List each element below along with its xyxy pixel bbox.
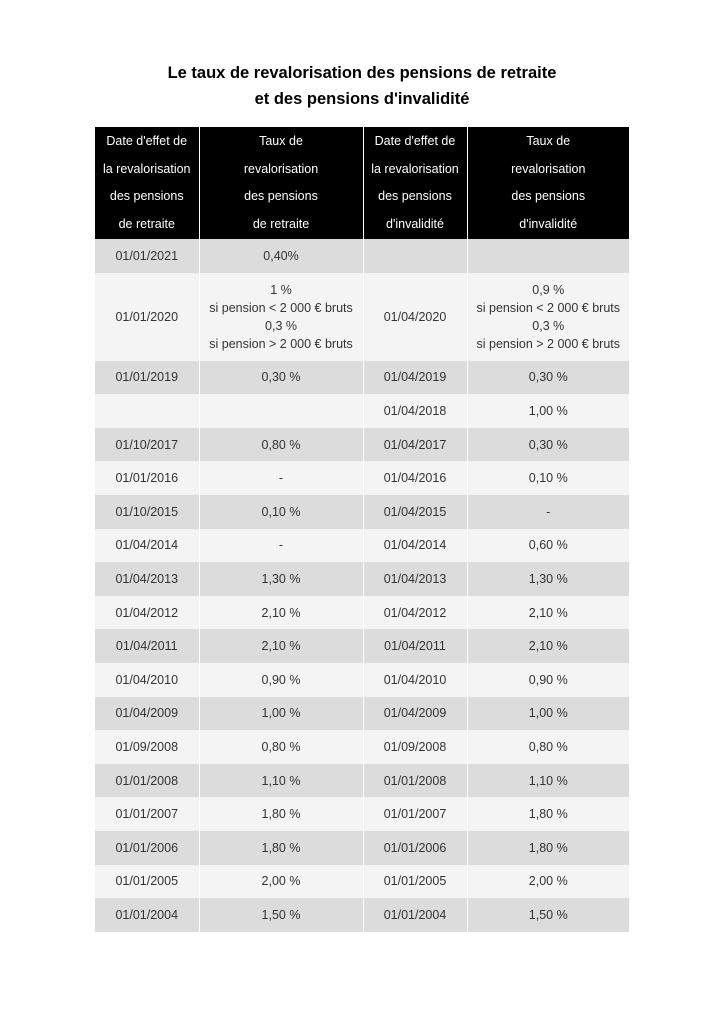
table-row	[95, 596, 629, 630]
header-text: revalorisation	[243, 161, 319, 176]
cell-date-invalidite: 01/04/2020	[363, 273, 467, 361]
revalorisation-table	[95, 127, 629, 932]
cell-taux-invalidite	[467, 239, 629, 273]
rate-condition: si pension < 2 000 € bruts	[209, 300, 353, 315]
cell-date-retraite	[95, 394, 199, 428]
cell-date-retraite: 01/01/2005	[95, 865, 199, 899]
cell-taux-invalidite: -	[467, 495, 629, 529]
header-text: de retraite	[252, 216, 310, 231]
table-row	[95, 764, 629, 798]
cell-date-invalidite: 01/04/2017	[363, 428, 467, 462]
cell-date-retraite: 01/04/2014	[95, 529, 199, 563]
cell-taux-retraite: 0,10 %	[199, 495, 363, 529]
cell-taux-invalidite: 0,60 %	[467, 529, 629, 563]
cell-taux-retraite: 2,00 %	[199, 865, 363, 899]
cell-date-retraite: 01/01/2019	[95, 361, 199, 395]
table-row	[95, 797, 629, 831]
cell-date-retraite: 01/01/2006	[95, 831, 199, 865]
cell-taux-invalidite: 1,30 %	[467, 562, 629, 596]
table-row	[95, 529, 629, 563]
cell-taux-invalidite: 2,00 %	[467, 865, 629, 899]
cell-taux-retraite: 0,80 %	[199, 428, 363, 462]
cell-taux-retraite: 2,10 %	[199, 629, 363, 663]
cell-date-retraite: 01/04/2009	[95, 697, 199, 731]
cell-date-retraite: 01/01/2020	[95, 273, 199, 361]
cell-date-invalidite: 01/04/2009	[363, 697, 467, 731]
cell-date-retraite: 01/04/2013	[95, 562, 199, 596]
cell-taux-retraite: 0,40%	[199, 239, 363, 273]
rate-line: 0,3 %	[265, 318, 297, 333]
cell-taux-retraite: 0,30 %	[199, 361, 363, 395]
table-row-2020	[95, 273, 629, 361]
cell-date-invalidite	[363, 239, 467, 273]
cell-date-invalidite: 01/01/2007	[363, 797, 467, 831]
cell-taux-retraite	[199, 394, 363, 428]
table-row	[95, 562, 629, 596]
cell-taux-invalidite: 0,90 %	[467, 663, 629, 697]
table-row	[95, 730, 629, 764]
rate-line: 1 %	[270, 282, 292, 297]
header-text: des pensions	[109, 189, 184, 203]
header-text: Taux de	[526, 134, 571, 148]
cell-taux-invalidite: 0,30 %	[467, 361, 629, 395]
table-row	[95, 394, 629, 428]
header-text: Date d'effet de	[374, 134, 456, 148]
table-row	[95, 697, 629, 731]
cell-taux-invalidite: 2,10 %	[467, 629, 629, 663]
header-taux-retraite	[199, 127, 363, 239]
cell-taux-invalidite: 1,80 %	[467, 831, 629, 865]
cell-date-retraite: 01/10/2015	[95, 495, 199, 529]
header-text: revalorisation	[511, 161, 586, 176]
header-row	[95, 127, 629, 239]
header-text: des pensions	[378, 189, 452, 203]
table-row	[95, 428, 629, 462]
cell-date-retraite: 01/01/2016	[95, 461, 199, 495]
cell-date-retraite: 01/01/2008	[95, 764, 199, 798]
cell-taux-invalidite: 1,10 %	[467, 764, 629, 798]
cell-date-invalidite: 01/01/2008	[363, 764, 467, 798]
table-row	[95, 865, 629, 899]
header-text: Taux de	[259, 134, 303, 148]
header-text: d'invalidité	[386, 216, 444, 231]
table-row	[95, 361, 629, 395]
cell-taux-retraite-conditional	[199, 273, 363, 361]
rate-condition: si pension < 2 000 € bruts	[476, 300, 620, 315]
cell-date-retraite: 01/04/2010	[95, 663, 199, 697]
cell-date-invalidite: 01/01/2006	[363, 831, 467, 865]
rate-condition: si pension > 2 000 € bruts	[209, 336, 353, 351]
cell-taux-retraite: 2,10 %	[199, 596, 363, 630]
table-row	[95, 831, 629, 865]
table-row	[95, 898, 629, 932]
cell-date-retraite: 01/09/2008	[95, 730, 199, 764]
cell-date-invalidite: 01/01/2005	[363, 865, 467, 899]
cell-date-invalidite: 01/04/2011	[363, 629, 467, 663]
cell-taux-invalidite: 1,00 %	[467, 697, 629, 731]
cell-date-retraite: 01/01/2004	[95, 898, 199, 932]
cell-taux-invalidite: 2,10 %	[467, 596, 629, 630]
cell-taux-invalidite: 1,80 %	[467, 797, 629, 831]
header-text: la revalorisation	[371, 161, 459, 176]
cell-taux-retraite: 1,80 %	[199, 831, 363, 865]
cell-taux-retraite: 1,50 %	[199, 898, 363, 932]
cell-taux-invalidite-conditional	[467, 273, 629, 361]
cell-date-invalidite: 01/04/2018	[363, 394, 467, 428]
cell-date-invalidite: 01/01/2004	[363, 898, 467, 932]
cell-taux-invalidite: 0,30 %	[467, 428, 629, 462]
cell-taux-retraite: 0,90 %	[199, 663, 363, 697]
cell-date-invalidite: 01/04/2013	[363, 562, 467, 596]
cell-taux-retraite: 0,80 %	[199, 730, 363, 764]
cell-taux-invalidite: 1,50 %	[467, 898, 629, 932]
table-row	[95, 663, 629, 697]
page-title	[0, 60, 724, 112]
cell-taux-retraite: -	[199, 529, 363, 563]
rate-line: 0,9 %	[532, 282, 565, 297]
header-text: d'invalidité	[519, 216, 578, 231]
cell-date-invalidite: 01/04/2012	[363, 596, 467, 630]
cell-date-invalidite: 01/04/2010	[363, 663, 467, 697]
cell-taux-invalidite: 1,00 %	[467, 394, 629, 428]
cell-taux-invalidite: 0,80 %	[467, 730, 629, 764]
cell-date-invalidite: 01/04/2019	[363, 361, 467, 395]
cell-date-invalidite: 01/04/2015	[363, 495, 467, 529]
cell-taux-invalidite: 0,10 %	[467, 461, 629, 495]
table-header	[95, 127, 629, 239]
table-row	[95, 461, 629, 495]
cell-taux-retraite: 1,30 %	[199, 562, 363, 596]
table-row	[95, 495, 629, 529]
header-date-invalidite	[363, 127, 467, 239]
table-row	[95, 239, 629, 273]
cell-date-invalidite: 01/04/2016	[363, 461, 467, 495]
cell-date-invalidite: 01/04/2014	[363, 529, 467, 563]
table-row	[95, 629, 629, 663]
title-line-2: et des pensions d'invalidité	[254, 90, 470, 108]
header-date-retraite	[95, 127, 199, 239]
title-line-1: Le taux de revalorisation des pensions de retraite	[167, 64, 557, 82]
cell-date-retraite: 01/10/2017	[95, 428, 199, 462]
table-body	[95, 239, 629, 932]
cell-date-retraite: 01/04/2011	[95, 629, 199, 663]
header-text: de retraite	[118, 216, 175, 231]
rate-line: 0,3 %	[532, 318, 565, 333]
header-taux-invalidite	[467, 127, 629, 239]
cell-date-retraite: 01/01/2007	[95, 797, 199, 831]
cell-taux-retraite: -	[199, 461, 363, 495]
header-text: des pensions	[511, 189, 586, 203]
header-text: Date d'effet de	[106, 134, 188, 148]
rate-condition: si pension > 2 000 € bruts	[476, 336, 620, 351]
cell-date-retraite: 01/01/2021	[95, 239, 199, 273]
header-text: des pensions	[244, 189, 318, 203]
cell-date-invalidite: 01/09/2008	[363, 730, 467, 764]
cell-date-retraite: 01/04/2012	[95, 596, 199, 630]
cell-taux-retraite: 1,00 %	[199, 697, 363, 731]
cell-taux-retraite: 1,10 %	[199, 764, 363, 798]
cell-taux-retraite: 1,80 %	[199, 797, 363, 831]
header-text: la revalorisation	[102, 161, 191, 176]
